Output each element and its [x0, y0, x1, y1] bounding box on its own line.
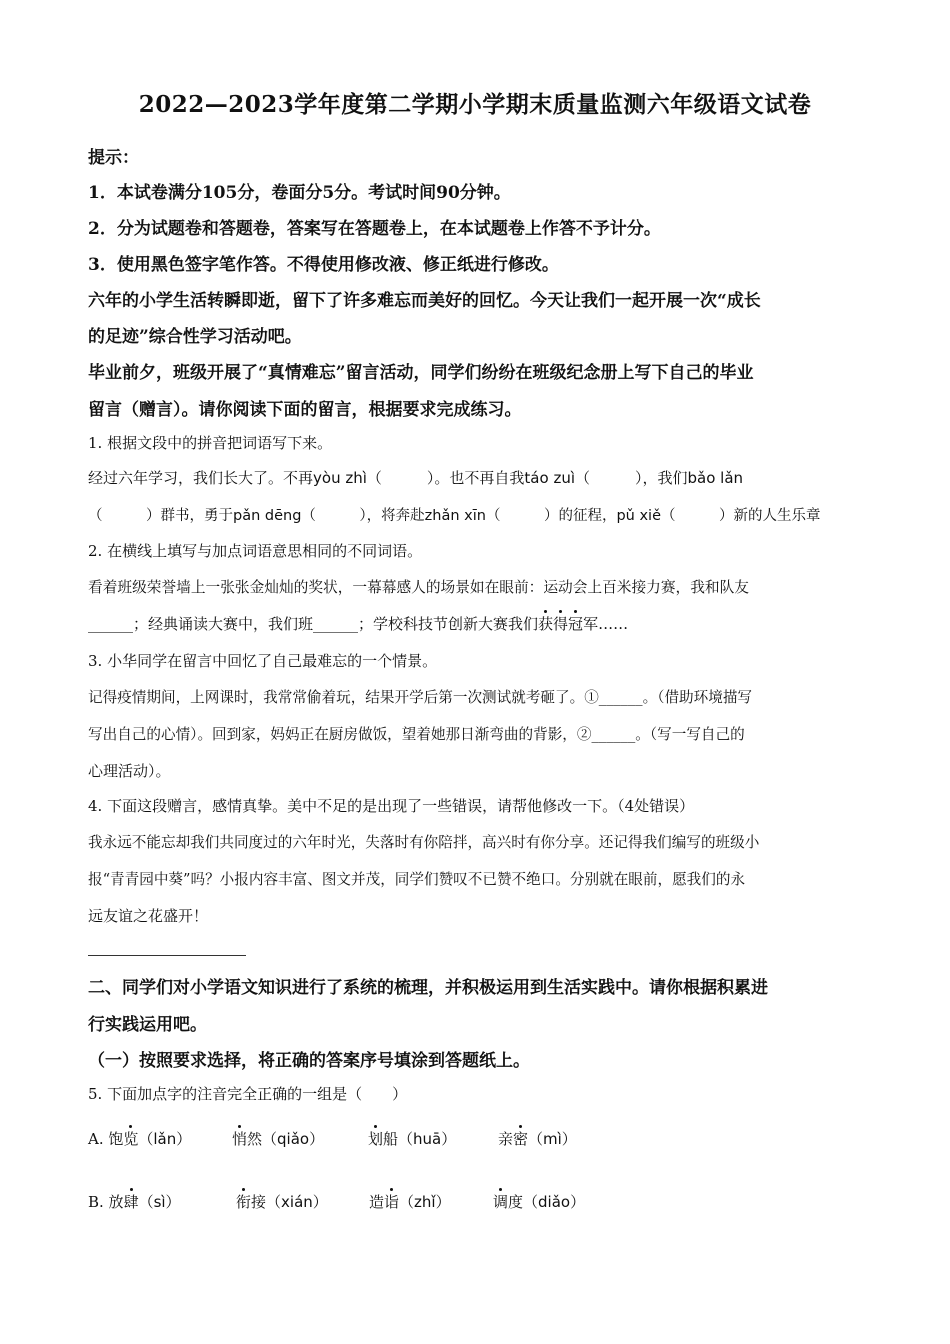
tips-heading: 提示： [88, 148, 139, 168]
q1-blank: （ ）新的人生乐章 [661, 508, 821, 524]
dotted-char: 冠 [568, 615, 584, 633]
q5-a-item: 悄然（qiǎo） [232, 1130, 325, 1148]
q3-stem: 3. 小华同学在留言中回忆了自己最难忘的一个情景。 [88, 652, 438, 670]
intro-line-3: 毕业前夕，班级开展了“真情难忘”留言活动，同学们纷纷在班级纪念册上写下自己的毕业 [88, 363, 754, 383]
divider-rule [88, 955, 246, 956]
section2-line-1: 二、同学们对小学语文知识进行了系统的梳理，并积极运用到生活实践中。请你根据积累进 [88, 978, 768, 998]
q4-stem: 4. 下面这段赠言，感情真挚。美中不足的是出现了一些错误，请帮他修改一下。（4处错误） [88, 797, 695, 815]
q5-a-item: 划船（huā） [368, 1130, 457, 1148]
pinyin-pandeng: pǎn dēng [233, 508, 302, 524]
q5-b-item: 调度（diǎo） [493, 1193, 586, 1211]
pinyin-baolan: bǎo lǎn [687, 469, 744, 487]
q4-line-1: 我永远不能忘却我们共同度过的六年时光，失落时有你陪拌，高兴时有你分享。还记得我们编写的班级小 [88, 834, 760, 851]
pinyin-taozui: táo zuì [524, 469, 575, 487]
q3-line-3: 心理活动）。 [88, 762, 171, 780]
pinyin-puxie: pǔ xiě [616, 508, 662, 524]
q2-text: 军…… [583, 615, 629, 633]
q5-b-item: 造诣（zhǐ） [369, 1193, 451, 1211]
q2-line-1: 看着班级荣誉墙上一张张金灿灿的奖状，一幕幕感人的场景如在眼前：运动会上百米接力赛，我和队友 [88, 579, 749, 596]
dotted-char: 划 [368, 1130, 384, 1148]
q3-line-2: 写出自己的心情）。回到家，妈妈正在厨房做饭，望着她那日渐弯曲的背影，②______。（写一写自己的 [88, 726, 745, 743]
tip-item-1: 1．本试卷满分105分，卷面分5分。考试时间90分钟。 [88, 183, 511, 203]
q5-a-item: A. 饱览（lǎn） [88, 1130, 192, 1148]
q1-line-2 [88, 504, 864, 525]
intro-line-2: 的足迹”综合性学习活动吧。 [88, 327, 302, 347]
q5-stem: 5. 下面加点字的注音完全正确的一组是（ ） [88, 1085, 408, 1103]
q4-line-3: 远友谊之花盛开！ [88, 907, 209, 925]
pinyin-youzhi: yòu zhì [313, 469, 367, 487]
q2-line-2 [88, 613, 864, 634]
dotted-char: 密 [513, 1130, 529, 1148]
exam-title: 2022—2023学年度第二学期小学期末质量监测六年级语文试卷 [138, 91, 812, 118]
q2-text: ______；经典诵读大赛中，我们班______；学校科技节创新大赛我们 [88, 615, 539, 633]
section2-line-2: 行实践运用吧。 [88, 1015, 207, 1035]
dotted-char: 肆 [123, 1193, 139, 1211]
q5-a-item: 亲密（mì） [498, 1130, 577, 1148]
q1-blank: （ ）群书，勇于 [88, 508, 233, 524]
q1-line-1 [88, 467, 864, 488]
q1-stem: 1. 根据文段中的拼音把词语写下来。 [88, 434, 333, 452]
pinyin-zhanxin: zhǎn xīn [424, 508, 486, 524]
q1-blank: （ ）。也不再自我 [366, 469, 525, 487]
q1-text: 经过六年学习，我们长大了。不再 [88, 469, 314, 487]
q1-blank: （ ），我们 [575, 469, 688, 487]
tip-item-2: 2．分为试题卷和答题卷，答案写在答题卷上，在本试题卷上作答不予计分。 [88, 219, 661, 239]
q1-blank: （ ）的征程， [485, 508, 617, 524]
q4-line-2: 报“青青园中葵”吗？小报内容丰富、图文并茂，同学们赞叹不已赞不绝口。分别就在眼前，愿我们的永 [88, 871, 746, 888]
intro-line-4: 留言（赠言）。请你阅读下面的留言，根据要求完成练习。 [88, 400, 522, 420]
q5-b-item: 衔接（xián） [236, 1193, 328, 1211]
dotted-char: 览 [123, 1130, 139, 1148]
intro-line-1: 六年的小学生活转瞬即逝，留下了许多难忘而美好的回忆。今天让我们一起开展一次“成长 [88, 291, 761, 311]
dotted-char: 得 [553, 615, 569, 633]
dotted-char: 悄 [232, 1130, 248, 1148]
dotted-char: 衔 [236, 1193, 252, 1211]
section2-subheading: （一）按照要求选择，将正确的答案序号填涂到答题纸上。 [88, 1051, 530, 1071]
q5-b-item: B. 放肆（sì） [88, 1193, 181, 1211]
dotted-char: 调 [493, 1193, 509, 1211]
q2-stem: 2. 在横线上填写与加点词语意思相同的不同词语。 [88, 542, 423, 560]
q1-blank: （ ），将奔赴 [301, 508, 425, 524]
dotted-char: 诣 [384, 1193, 400, 1211]
q3-line-1: 记得疫情期间，上网课时，我常常偷着玩，结果开学后第一次测试就考砸了。①______。（借助环境描写 [88, 689, 753, 706]
tip-item-3: 3．使用黑色签字笔作答。不得使用修改液、修正纸进行修改。 [88, 255, 559, 275]
dotted-char: 获 [538, 615, 554, 633]
